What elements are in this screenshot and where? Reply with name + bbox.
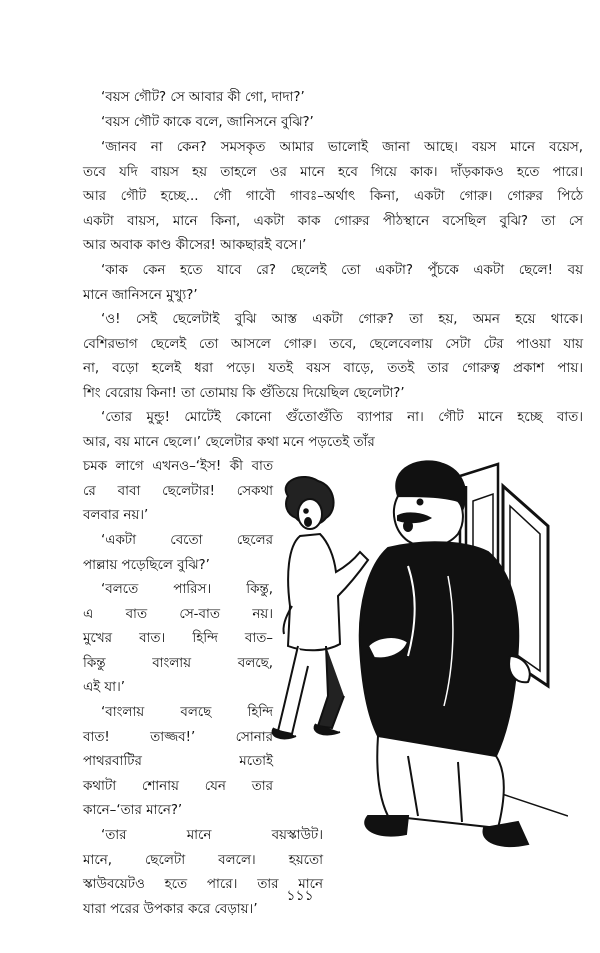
paragraph (83, 111, 583, 136)
paragraph (83, 308, 583, 406)
story-illustration (248, 456, 568, 876)
text-line: ‘কাক কেন হতে যাবে রে? ছেলেই তো একটা? পুঁচকে একটা ছেলে! বয় (101, 263, 583, 278)
paragraph (83, 259, 583, 308)
text-line: ‘বয়স গৌট কাকে বলে, জানিসনে বুঝি?’ (101, 115, 314, 130)
text-line: শিং বেরোয় কিনা! তা তোমায় কি গুঁতিয়ে দিয়েছিল ছেলেটা?’ (83, 385, 405, 401)
text-line: ‘একটা বেতো ছেলের (101, 533, 273, 548)
paragraph (83, 578, 273, 701)
text-line: কিন্তু বাংলায় বলছে, (83, 655, 273, 671)
text-line: যারা পরের উপকার করে বেড়ায়।’ (83, 901, 258, 917)
text-line: মুখের বাত। হিন্দি বাত– (83, 631, 273, 647)
boy-figure (273, 477, 368, 738)
text-line: বেশিরভাগ ছেলেই তো আসলে গোরু। তবে, ছেলেবেলায় সেটা টের পাওয়া যায় (83, 336, 583, 352)
text-line: স্কাউবয়েটও হতে পারে। তার মানে (83, 877, 323, 893)
text-line: রে বাবা ছেলেটার! সেকথা (83, 483, 273, 499)
text-line: চমক লাগে এখনও–‘ইস! কী বাত (83, 459, 273, 475)
text-line: আর গৌট হচ্ছে... গৌ গাবৌ গাবঃ–অর্থাৎ কিনা, একটা গোরু। গোরুর পিঠে (83, 189, 583, 205)
page-number: ১১১ (286, 888, 314, 904)
text-line: ‘জানব না কেন? সমসকৃত আমার ভালোই জানা আছে। বয়স মানে বয়েস, (101, 140, 583, 155)
text-line: এই যা।’ (83, 680, 126, 696)
text-line: ‘বলতে পারিস। কিন্তু, (101, 582, 273, 597)
text-line: ‘বাংলায় বলছে হিন্দি (101, 705, 273, 720)
text-line: ‘বয়স গৌট? সে আবার কী গো, দাদা?’ (101, 90, 305, 105)
text-line: ‘তোর মুন্ডু! মোটেই কোনো গুঁতোগুঁতি ব্যাপার না। গৌট মানে হচ্ছে বাত। (101, 410, 583, 425)
text-line: বাত! তাজ্জব!’ সোনার (83, 729, 273, 745)
text-line: কানে–‘তার মানে?’ (83, 803, 183, 819)
text-line: বলবার নয়।’ (83, 508, 149, 524)
text-line: মানে, ছেলেটা বললে। হয়তো (83, 852, 323, 868)
text-line: আর, বয় মানে ছেলে।’ ছেলেটার কথা মনে পড়তেই তাঁর (83, 434, 375, 450)
paragraph (83, 701, 273, 824)
text-line: পাল্লায় পড়েছিলে বুঝি?’ (83, 557, 210, 573)
text-line: পাথরবাটির মতোই (83, 754, 273, 770)
text-line: ‘ও! সেই ছেলেটাই বুঝি আস্ত একটা গোরু? তা হয়, অমন হয়ে থাকে। (101, 312, 583, 327)
text-line: একটা বায়স, মানে কিনা, একটা কাক গোরুর পীঠস্থানে বসেছিল বুঝি? তা সে (83, 213, 583, 229)
text-line: না, বড়ো হলেই ধরা পড়ে। যতই বয়স বাড়ে, ততই তার গোরুত্ব প্রকাশ পায়। (83, 361, 583, 377)
text-line: ‘তার মানে বয়স্কাউট। (101, 828, 323, 843)
paragraph (83, 136, 583, 259)
paragraph (83, 529, 273, 578)
text-line: মানে জানিসনে মুখ্যু?’ (83, 287, 198, 303)
text-line: আর অবাক কাণ্ড কীসের! আকছারই বসে।’ (83, 238, 307, 254)
text-line: এ বাত সে-বাত নয়। (83, 606, 273, 622)
text-line: কথাটা শোনায় যেন তার (83, 778, 273, 794)
text-line: তবে যদি বায়স হয় তাহলে ওর মানে হবে গিয়ে কাক। দাঁড়কাকও হতে পারে। (83, 164, 583, 180)
paragraph (83, 86, 583, 111)
